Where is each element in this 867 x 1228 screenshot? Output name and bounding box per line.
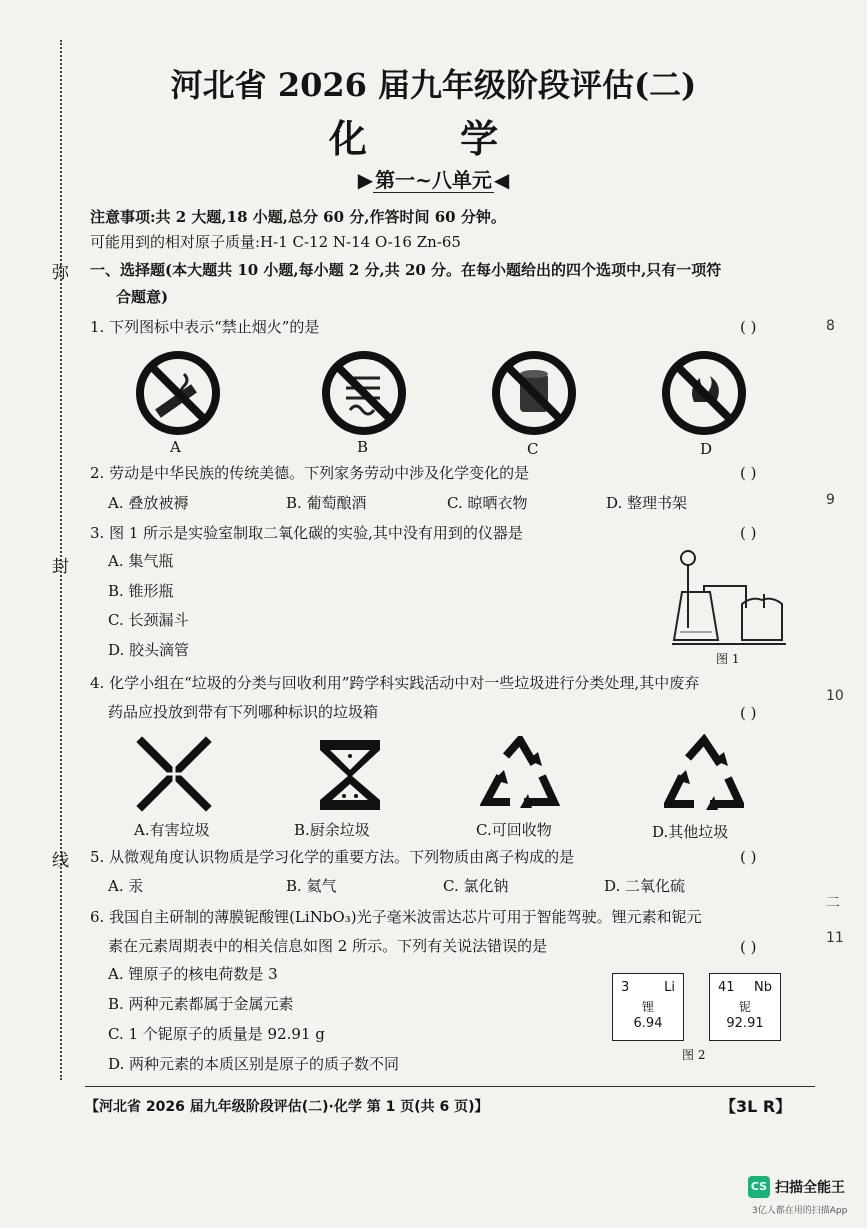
no-stacking-icon — [318, 350, 410, 440]
right-edge-mark: 二 — [826, 895, 840, 911]
recyclable-icon — [480, 736, 560, 816]
q3-option-c: C. 长颈漏斗 — [108, 611, 189, 629]
element-name: 铌 — [738, 1000, 751, 1014]
side-mark-xian: 线 — [52, 851, 69, 871]
hazardous-waste-icon — [136, 736, 212, 816]
side-mark-mi: 弥 — [52, 263, 69, 283]
side-mark-feng: 封 — [52, 557, 69, 577]
question-3-stem: 3. 图 1 所示是实验室制取二氧化碳的实验,其中没有用到的仪器是 — [90, 524, 523, 542]
option-label-d: D — [700, 440, 713, 458]
atomic-number: 41 — [718, 980, 735, 995]
q4-option-c: C.可回收物 — [476, 821, 552, 839]
footer-divider — [85, 1086, 815, 1087]
scanner-app-slogan: 3亿人都在用的扫描App — [752, 1206, 848, 1216]
q2-option-d: D. 整理书架 — [606, 494, 688, 512]
figure-1-caption: 图 1 — [716, 652, 740, 666]
atomic-masses: 可能用到的相对原子质量:H-1 C-12 N-14 O-16 Zn-65 — [90, 233, 461, 251]
subject-title: 化 学 — [328, 116, 539, 161]
q5-option-d: D. 二氧化硫 — [604, 877, 686, 895]
atomic-mass: 92.91 — [726, 1016, 764, 1031]
other-waste-icon — [664, 734, 744, 818]
question-4-stem-cont: 药品应投放到带有下列哪种标识的垃圾箱 — [108, 703, 379, 721]
answer-blank: ( ) — [740, 938, 757, 956]
footer-text: 【河北省 2026 届九年级阶段评估(二)·化学 第 1 页(共 6 页)】 — [85, 1099, 489, 1115]
answer-blank: ( ) — [740, 704, 757, 722]
right-edge-mark: 8 — [826, 318, 835, 334]
q5-option-b: B. 氦气 — [286, 877, 337, 895]
q3-option-b: B. 锥形瓶 — [108, 582, 174, 600]
right-edge-mark: 10 — [826, 688, 844, 704]
scanner-app-name: 扫描全能王 — [775, 1180, 845, 1196]
option-label-b: B — [357, 438, 369, 456]
q5-option-a: A. 汞 — [108, 877, 144, 895]
q4-option-a: A.有害垃圾 — [134, 821, 210, 839]
instructions: 注意事项:共 2 大题,18 小题,总分 60 分,作答时间 60 分钟。 — [90, 208, 506, 226]
answer-blank: ( ) — [740, 848, 757, 866]
camscanner-logo: CS — [748, 1176, 770, 1198]
q6-option-d: D. 两种元素的本质区别是原子的质子数不同 — [108, 1055, 400, 1073]
answer-blank: ( ) — [740, 318, 757, 336]
q6-option-a: A. 锂原子的核电荷数是 3 — [108, 965, 278, 983]
q4-option-b: B.厨余垃圾 — [294, 821, 370, 839]
q6-option-c: C. 1 个铌原子的质量是 92.91 g — [108, 1025, 325, 1043]
figure-2-caption: 图 2 — [682, 1048, 706, 1062]
unit-range — [0, 164, 867, 193]
q3-option-a: A. 集气瓶 — [108, 552, 174, 570]
section-heading: 一、选择题(本大题共 10 小题,每小题 2 分,共 20 分。在每小题给出的四个选项中,只有一项符 — [90, 261, 722, 279]
no-fire-icon — [658, 350, 750, 440]
question-6-stem: 6. 我国自主研制的薄膜铌酸锂(LiNbO₃)光子毫米波雷达芯片可用于智能驾驶。锂元素和铌元 — [90, 908, 702, 926]
unit-range-text: 第一~八单元 — [375, 168, 492, 192]
option-label-a: A — [170, 438, 181, 456]
element-symbol: Li — [664, 980, 675, 995]
question-6-stem-cont: 素在元素周期表中的相关信息如图 2 所示。下列有关说法错误的是 — [108, 937, 548, 955]
element-card-li — [612, 973, 684, 1041]
answer-blank: ( ) — [740, 464, 757, 482]
element-card-nb — [709, 973, 781, 1041]
element-symbol: Nb — [754, 980, 772, 995]
arrow-right-icon: ▶ — [357, 168, 374, 192]
exam-title: 河北省 2026 届九年级阶段评估(二) — [170, 66, 697, 104]
question-1-stem: 1. 下列图标中表示“禁止烟火”的是 — [90, 318, 320, 336]
option-label-c: C — [527, 440, 539, 458]
right-edge-mark: 9 — [826, 492, 835, 508]
question-4-stem: 4. 化学小组在“垃圾的分类与回收利用”跨学科实践活动中对一些垃圾进行分类处理,其中废弃 — [90, 674, 700, 692]
q2-option-c: C. 晾晒衣物 — [447, 494, 528, 512]
question-5-stem: 5. 从微观角度认识物质是学习化学的重要方法。下列物质由离子构成的是 — [90, 848, 575, 866]
arrow-left-icon: ◀ — [493, 168, 510, 192]
atomic-number: 3 — [621, 980, 630, 995]
question-2-stem: 2. 劳动是中华民族的传统美德。下列家务劳动中涉及化学变化的是 — [90, 464, 530, 482]
q2-option-b: B. 葡萄酿酒 — [286, 494, 367, 512]
co2-apparatus-figure — [664, 548, 794, 652]
element-name: 锂 — [641, 1000, 654, 1014]
q5-option-c: C. 氯化钠 — [443, 877, 509, 895]
right-edge-mark: 11 — [826, 930, 844, 946]
q4-option-d: D.其他垃圾 — [652, 823, 729, 841]
footer-code: 【3L R】 — [720, 1097, 792, 1116]
q3-option-d: D. 胶头滴管 — [108, 641, 190, 659]
section-heading-cont: 合题意) — [116, 288, 169, 306]
answer-blank: ( ) — [740, 524, 757, 542]
kitchen-waste-icon — [312, 736, 388, 816]
atomic-mass: 6.94 — [633, 1016, 663, 1031]
no-smoking-icon — [132, 350, 224, 440]
q2-option-a: A. 叠放被褥 — [108, 494, 189, 512]
no-storage-barrel-icon — [488, 350, 580, 440]
q6-option-b: B. 两种元素都属于金属元素 — [108, 995, 294, 1013]
